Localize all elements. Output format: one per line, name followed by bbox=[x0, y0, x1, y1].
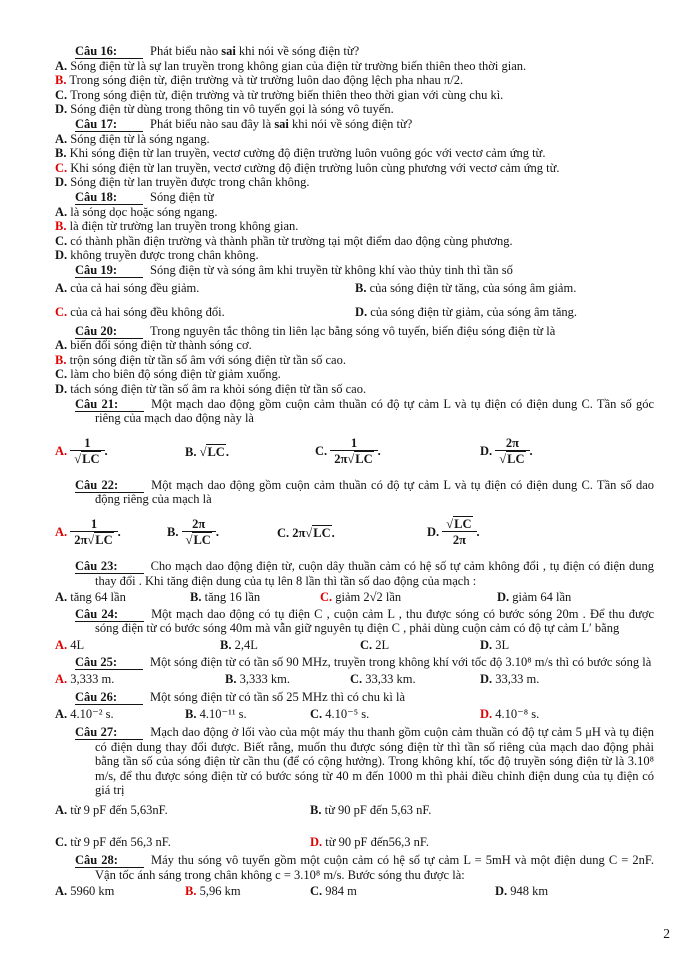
option-17-d bbox=[55, 175, 654, 190]
option-22-b: B. $\frac{2\pi}{√LC}$ . bbox=[167, 517, 219, 548]
option-letter-correct: A. bbox=[55, 638, 68, 652]
question-23 bbox=[55, 559, 654, 605]
question-16-stem: Phát biểu nào bbox=[150, 44, 222, 58]
option-text: Sóng điện từ dùng trong thông tin vô tuyến gọi là sóng vô tuyến. bbox=[70, 102, 394, 117]
option-letter: C. bbox=[55, 367, 68, 382]
option-letter: D. bbox=[355, 305, 368, 320]
option-letter-correct: C. bbox=[55, 160, 68, 175]
option-letter-correct: B. bbox=[185, 884, 197, 899]
option-17-c bbox=[55, 161, 654, 176]
fraction-formula: $\frac{1}{2\pi√LC}$ bbox=[330, 437, 377, 467]
option-text: Sóng điện từ là sự lan truyền trong không gian của điện từ trường biến thiên theo thời gian. bbox=[70, 58, 527, 73]
option-21-a: A. $\frac{1}{√LC}$ . bbox=[55, 435, 108, 466]
question-16-stem-post: khi nói về sóng điện từ? bbox=[235, 44, 360, 58]
question-28-stem: Máy thu sóng vô tuyến gồm một cuộn cảm có hệ số tự cảm L = 5mH và một điện dung C = 2nF. Vận tốc ánh sáng trong chân không c = 3.10⁸ m/s. Bước sóng thu được là: bbox=[95, 853, 654, 882]
question-22-label: Câu 22: bbox=[75, 478, 144, 493]
option-letter: C. bbox=[55, 834, 68, 849]
option-text: 5,96 km bbox=[199, 884, 241, 899]
option-26-c bbox=[310, 707, 480, 722]
option-26-b bbox=[185, 707, 310, 722]
option-text: từ 90 pF đến56,3 nF. bbox=[325, 834, 429, 849]
question-17-label: Câu 17: bbox=[75, 117, 143, 132]
option-25-a bbox=[55, 672, 225, 687]
option-letter: B. bbox=[220, 638, 232, 652]
option-28-b bbox=[185, 884, 310, 899]
option-19-a bbox=[55, 281, 355, 296]
option-text: 4.10⁻⁵ s. bbox=[325, 707, 370, 722]
question-18-label: Câu 18: bbox=[75, 190, 143, 205]
option-text: Trong sóng điện từ, điện trường và từ trường luôn dao động lệch pha nhau π/2. bbox=[69, 73, 464, 88]
question-28 bbox=[55, 853, 654, 899]
question-23-label: Câu 23: bbox=[75, 559, 144, 574]
fraction-formula: $\frac{2\pi}{√LC}$ bbox=[182, 518, 216, 548]
sqrt-expression: √LC bbox=[305, 525, 331, 540]
question-27-header bbox=[75, 724, 654, 798]
option-letter: A. bbox=[55, 707, 68, 722]
question-24-label: Câu 24: bbox=[75, 607, 144, 622]
option-letter: D. bbox=[427, 524, 440, 539]
question-26-header bbox=[75, 689, 654, 705]
option-text: 3,333 m. bbox=[70, 672, 115, 687]
option-letter: B. bbox=[55, 146, 67, 161]
option-letter: D. bbox=[480, 638, 493, 652]
question-20-stem: Trong nguyên tắc thông tin liên lạc bằng sóng vô tuyến, biến điệu sóng điện từ là bbox=[150, 323, 556, 338]
sqrt-expression: √LC bbox=[446, 517, 472, 532]
option-24-a bbox=[55, 638, 220, 653]
question-22-stem: Một mạch dao động gồm cuộn cảm thuần có độ tự cảm L và tụ điện có điện dung C. Tần số dao động riêng của mạch là bbox=[95, 477, 654, 507]
option-letter-correct: B. bbox=[55, 352, 67, 367]
option-text: 33,33 km. bbox=[365, 672, 416, 687]
option-text: 3L bbox=[495, 638, 510, 652]
sqrt-radical: √ bbox=[305, 525, 313, 540]
option-17-a bbox=[55, 132, 654, 147]
option-text: 2L bbox=[375, 638, 390, 652]
question-27-options bbox=[55, 803, 654, 849]
option-28-c bbox=[310, 884, 495, 899]
sqrt-expression: √LC bbox=[74, 451, 100, 466]
option-25-b bbox=[225, 672, 350, 687]
option-text: 984 m bbox=[325, 884, 357, 899]
question-28-header bbox=[75, 853, 654, 882]
option-24-c bbox=[360, 638, 480, 653]
question-17-stem-post: khi nói về sóng điện từ? bbox=[288, 116, 413, 131]
sqrt-radical: √ bbox=[446, 517, 454, 532]
option-text: biến đổi sóng điện từ thành sóng cơ. bbox=[70, 338, 252, 353]
option-letter-correct: B. bbox=[55, 219, 67, 234]
option-text: 4.10⁻¹¹ s. bbox=[199, 707, 247, 722]
question-24-options bbox=[55, 638, 654, 653]
question-16-header bbox=[75, 44, 654, 59]
option-text: làm cho biên độ sóng điện từ giảm xuống. bbox=[70, 367, 281, 382]
option-19-c bbox=[55, 305, 355, 320]
option-text: Sóng điện từ là sóng ngang. bbox=[70, 131, 210, 146]
question-22-options bbox=[55, 510, 654, 556]
option-25-c bbox=[350, 672, 480, 687]
option-text: của cả hai sóng đều giảm. bbox=[70, 280, 200, 295]
option-letter: B. bbox=[310, 802, 322, 817]
option-24-b bbox=[220, 638, 360, 653]
option-text: là điện từ trường lan truyền trong không gian. bbox=[69, 219, 299, 234]
option-16-b bbox=[55, 73, 654, 88]
option-25-d bbox=[480, 672, 654, 687]
option-20-b bbox=[55, 353, 654, 368]
question-26-label: Câu 26: bbox=[75, 690, 143, 705]
option-23-b bbox=[190, 590, 320, 605]
option-letter: D. bbox=[55, 102, 68, 117]
option-text: tăng 16 lần bbox=[204, 590, 261, 605]
option-19-b bbox=[355, 281, 654, 296]
option-text: là sóng dọc hoặc sóng ngang. bbox=[70, 204, 218, 219]
option-text: Sóng điện từ lan truyền được trong chân không. bbox=[70, 175, 310, 190]
option-text: 5960 km bbox=[70, 884, 115, 899]
question-19-label: Câu 19: bbox=[75, 263, 143, 278]
option-letter-correct: A. bbox=[55, 672, 68, 687]
option-letter: D. bbox=[55, 175, 68, 190]
option-16-c bbox=[55, 88, 654, 103]
sqrt-radical: √ bbox=[347, 451, 355, 466]
option-letter: C. bbox=[55, 233, 68, 248]
option-text: của cả hai sóng đều không đổi. bbox=[70, 305, 225, 320]
question-23-options bbox=[55, 590, 654, 605]
question-16-label: Câu 16: bbox=[75, 44, 143, 59]
option-letter: B. bbox=[167, 524, 179, 539]
sqrt-expression: √LC bbox=[199, 444, 225, 459]
question-17-header bbox=[75, 116, 654, 132]
inline-formula: 2π√LC bbox=[292, 525, 331, 540]
option-18-c bbox=[55, 234, 654, 249]
option-text: giảm 2√2 lần bbox=[335, 590, 402, 605]
option-letter-correct: D. bbox=[310, 834, 323, 849]
option-text: 948 km bbox=[510, 884, 549, 899]
sqrt-expression: √LC bbox=[87, 533, 113, 548]
question-21-stem: Một mạch dao động gồm cuộn cảm thuần có độ tự cảm L và tụ điện có điện dung C. Tần số góc riêng của mạch dao động này là bbox=[95, 396, 654, 426]
option-18-b bbox=[55, 219, 654, 234]
question-20-label: Câu 20: bbox=[75, 324, 143, 339]
option-letter: C. bbox=[310, 707, 323, 722]
option-19-d bbox=[355, 305, 654, 320]
option-letter: A. bbox=[55, 131, 68, 146]
option-20-c bbox=[55, 367, 654, 382]
option-letter-correct: C. bbox=[55, 305, 68, 320]
option-text: 33,33 m. bbox=[495, 672, 540, 687]
question-24-header bbox=[75, 606, 654, 636]
sqrt-radical: √ bbox=[199, 444, 207, 459]
option-23-d bbox=[497, 590, 654, 605]
option-text: tách sóng điện từ tần số âm ra khỏi sóng điện từ tần số cao. bbox=[70, 382, 367, 397]
option-28-d bbox=[495, 884, 654, 899]
fraction-formula: $\frac{1}{√LC}$ bbox=[70, 437, 104, 467]
option-18-d bbox=[55, 248, 654, 263]
question-23-header bbox=[75, 559, 654, 588]
question-27-stem: Mạch dao động ở lối vào của một máy thu thanh gồm cuộn cảm thuần có độ tự cảm 5 μH và tụ điện có điện dung thay đổi được. Biết rằng, muốn thu được sóng điện từ thì tần số riêng của mạch dao động phải bằng tần số của sóng điện từ cần thu (để có cộng hưởng). Trong không khí, tốc độ truyền sóng điện từ là 3.10⁸ m/s, để thu được sóng điện từ có bước sóng từ 40 m đến 1000 m thì phải điều chỉnh điện dung của tụ điện có giá trị bbox=[95, 724, 654, 798]
option-22-c: C. 2π√LC. bbox=[277, 525, 335, 540]
option-letter: B. bbox=[225, 672, 237, 687]
question-24-stem: Một mạch dao động có tụ điện C , cuộn cảm L , thu được sóng có bước sóng 20m . Để thu được sóng điện từ có bước sóng 40m mà vẫn giữ nguyên tụ điện C , phải dùng cuộn cảm có độ tự cảm L′ bằng bbox=[95, 606, 654, 636]
option-text: từ 9 pF đến 56,3 nF. bbox=[70, 834, 171, 849]
option-letter: A. bbox=[55, 338, 68, 353]
fraction-formula: $\frac{1}{2\pi√LC}$ bbox=[70, 518, 117, 548]
option-letter: C. bbox=[55, 87, 68, 102]
question-19-header bbox=[75, 262, 654, 278]
question-24 bbox=[55, 607, 654, 653]
option-letter: B. bbox=[185, 444, 197, 459]
option-21-b: B. √LC. bbox=[185, 444, 229, 459]
option-letter: C. bbox=[310, 884, 323, 899]
option-16-a bbox=[55, 59, 654, 74]
option-28-a bbox=[55, 884, 185, 899]
option-text: trộn sóng điện từ tần số âm với sóng điện từ tần số cao. bbox=[69, 352, 346, 367]
question-25-header bbox=[75, 654, 654, 670]
option-letter: A. bbox=[55, 204, 68, 219]
option-21-d: D. $\frac{2\pi}{√LC}$ . bbox=[480, 435, 533, 466]
option-text: Khi sóng điện từ lan truyền, vectơ cường độ điện trường luôn vuông góc với vectơ cảm ứng từ. bbox=[69, 146, 546, 161]
option-letter: A. bbox=[55, 58, 68, 73]
question-17-stem-bold: sai bbox=[274, 116, 289, 131]
sqrt-radical: √ bbox=[499, 451, 507, 466]
option-letter: A. bbox=[55, 802, 68, 817]
option-letter: D. bbox=[55, 382, 68, 397]
question-28-label: Câu 28: bbox=[75, 853, 144, 868]
question-18-stem: Sóng điện từ bbox=[150, 189, 214, 204]
option-letter: B. bbox=[185, 707, 197, 722]
sqrt-radical: √ bbox=[74, 451, 82, 466]
question-21 bbox=[55, 397, 654, 475]
option-text: của sóng điện từ giảm, của sóng âm tăng. bbox=[370, 305, 578, 320]
sqrt-radical: √ bbox=[87, 533, 95, 548]
option-letter-correct: A. bbox=[55, 443, 68, 458]
question-20 bbox=[55, 324, 654, 397]
option-26-a bbox=[55, 707, 185, 722]
question-16-stem-bold: sai bbox=[221, 44, 236, 58]
question-25-stem: Một sóng điện từ có tần số 90 MHz, truyền trong không khí với tốc độ 3.10⁸ m/s thì có bước sóng là bbox=[150, 654, 652, 669]
option-text: 2,4L bbox=[234, 638, 258, 652]
option-letter: D. bbox=[480, 672, 493, 687]
option-letter-correct: C. bbox=[320, 590, 333, 605]
option-text: 4L bbox=[70, 638, 85, 652]
question-25-label: Câu 25: bbox=[75, 655, 143, 670]
sqrt-expression: √LC bbox=[499, 451, 525, 466]
option-letter: D. bbox=[480, 443, 493, 458]
option-text: 3,333 km. bbox=[239, 672, 290, 687]
question-17-stem: Phát biểu nào sau đây là bbox=[150, 116, 275, 131]
question-28-options bbox=[55, 884, 654, 899]
option-letter-correct: D. bbox=[480, 707, 493, 722]
option-16-d bbox=[55, 102, 654, 117]
option-letter-correct: B. bbox=[55, 73, 67, 88]
option-letter-correct: A. bbox=[55, 524, 68, 539]
option-text: từ 90 pF đến 5,63 nF. bbox=[324, 802, 432, 817]
option-18-a bbox=[55, 205, 654, 220]
option-letter: D. bbox=[497, 590, 510, 605]
option-letter: D. bbox=[495, 884, 508, 899]
option-17-b bbox=[55, 146, 654, 161]
question-18 bbox=[55, 190, 654, 263]
option-27-d bbox=[310, 835, 654, 850]
option-letter: B. bbox=[355, 280, 367, 295]
option-26-d bbox=[480, 707, 654, 722]
option-text: tăng 64 lần bbox=[70, 590, 126, 605]
option-letter: C. bbox=[315, 443, 328, 458]
option-text: 4.10⁻² s. bbox=[70, 707, 114, 722]
question-21-header bbox=[75, 396, 654, 426]
option-letter: C. bbox=[277, 525, 290, 540]
option-letter: C. bbox=[360, 638, 373, 652]
option-20-d bbox=[55, 382, 654, 397]
question-23-stem: Cho mạch dao động điện từ, cuộn dây thuần cảm có hệ số tự cảm không đổi , tụ điện có điện dung thay đổi . Khi tăng điện dung của tụ lên 8 lần thì tần số dao động của mạch : bbox=[95, 559, 654, 588]
inline-formula bbox=[200, 444, 226, 459]
page-number: 2 bbox=[663, 926, 670, 942]
question-26 bbox=[55, 690, 654, 722]
option-22-d: D. $\frac{√LC}{2\pi}$ . bbox=[427, 517, 480, 548]
option-letter: B. bbox=[190, 590, 202, 605]
option-23-c bbox=[320, 590, 497, 605]
sqrt-radical: √ bbox=[185, 533, 193, 548]
question-19-options bbox=[55, 281, 654, 320]
option-text: có thành phần điện trường và thành phần từ trường tại một điểm dao động cùng phương. bbox=[70, 233, 513, 248]
fraction-formula: $\frac{2\pi}{√LC}$ bbox=[495, 437, 529, 467]
option-text: giảm 64 lần bbox=[512, 590, 572, 605]
question-26-stem: Một sóng điện từ có tần số 25 MHz thì có chu kì là bbox=[150, 689, 406, 704]
question-18-header bbox=[75, 189, 654, 205]
option-text: Trong sóng điện từ, điện trường và từ trường biến thiên theo thời gian với cùng chu kì. bbox=[70, 87, 504, 102]
question-26-options bbox=[55, 707, 654, 722]
fraction-formula: $\frac{√LC}{2\pi}$ bbox=[442, 518, 476, 548]
option-22-a: A. $\frac{1}{2\pi√LC}$ . bbox=[55, 517, 121, 548]
option-27-b bbox=[310, 803, 654, 818]
question-20-header bbox=[75, 323, 654, 339]
question-22 bbox=[55, 478, 654, 556]
option-text: của sóng điện từ tăng, của sóng âm giảm. bbox=[369, 280, 577, 295]
question-25 bbox=[55, 655, 654, 687]
option-text: 4.10⁻⁸ s. bbox=[495, 707, 540, 722]
sqrt-expression: √LC bbox=[185, 533, 211, 548]
question-22-header bbox=[75, 477, 654, 507]
option-24-d bbox=[480, 638, 654, 653]
question-19 bbox=[55, 263, 654, 320]
question-21-label: Câu 21: bbox=[75, 397, 144, 412]
question-19-stem: Sóng điện từ và sóng âm khi truyền từ không khí vào thủy tinh thì tần số bbox=[150, 262, 513, 277]
option-20-a bbox=[55, 338, 654, 353]
option-text: không truyền được trong chân không. bbox=[70, 248, 259, 263]
option-letter: D. bbox=[55, 248, 68, 263]
option-27-a bbox=[55, 803, 310, 818]
question-27-label: Câu 27: bbox=[75, 725, 143, 740]
option-23-a bbox=[55, 590, 190, 605]
option-27-c bbox=[55, 835, 310, 850]
option-text: Khi sóng điện từ lan truyền, vectơ cường độ điện trường luôn cùng phương với vectơ cảm ứng từ. bbox=[70, 160, 560, 175]
option-letter: A. bbox=[55, 280, 68, 295]
question-17 bbox=[55, 117, 654, 190]
option-letter: A. bbox=[55, 590, 68, 605]
question-16 bbox=[55, 44, 654, 117]
sqrt-expression: √LC bbox=[347, 451, 373, 466]
question-27 bbox=[55, 725, 654, 849]
option-text: từ 9 pF đến 5,63nF. bbox=[70, 802, 168, 817]
option-21-c: C. $\frac{1}{2\pi√LC}$ . bbox=[315, 435, 381, 466]
question-25-options bbox=[55, 672, 654, 687]
option-letter: A. bbox=[55, 884, 68, 899]
option-letter: C. bbox=[350, 672, 363, 687]
question-21-options bbox=[55, 429, 654, 475]
